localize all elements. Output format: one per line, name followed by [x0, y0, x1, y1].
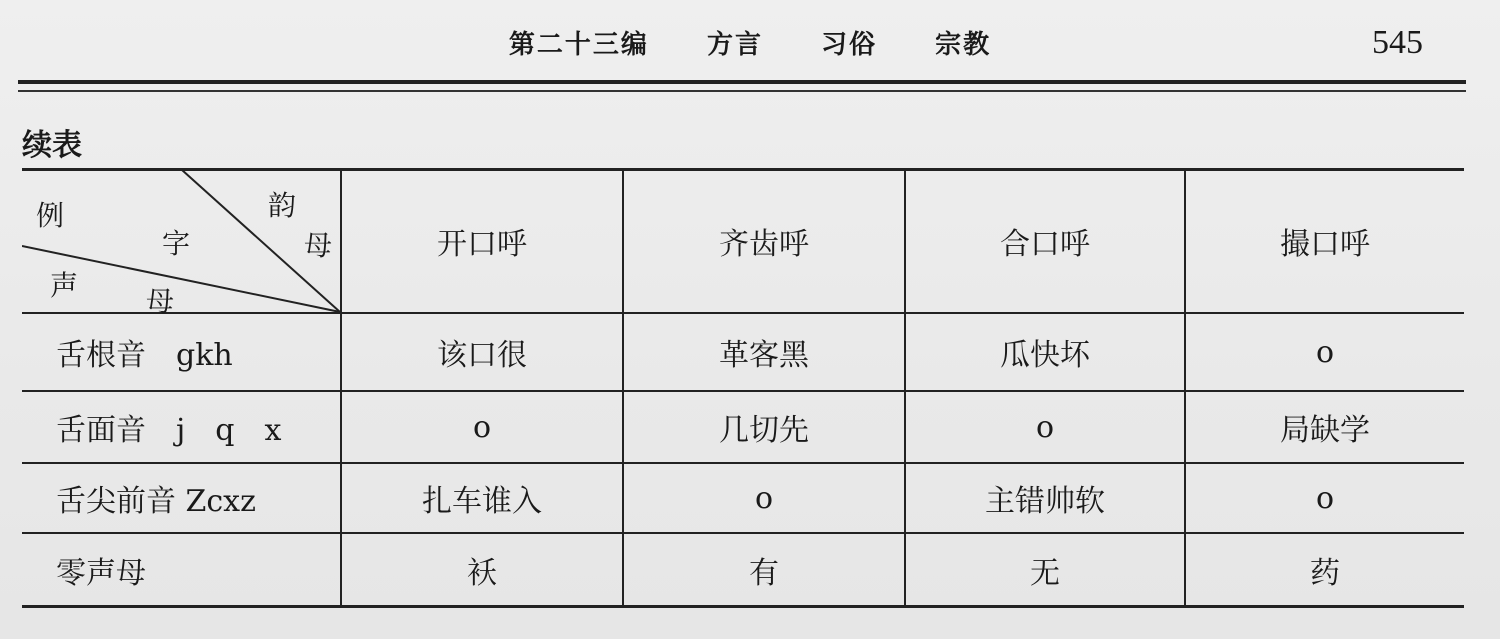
corner-label-character: 字 [162, 227, 191, 260]
phonology-table [22, 168, 1464, 608]
table-cell: 几切先 [719, 413, 809, 448]
corner-label-final-2: 母 [304, 229, 333, 262]
table-cell: 该口很 [437, 338, 527, 373]
table-cell: o [472, 409, 492, 445]
corner-label-initial: 声 [50, 269, 79, 302]
table-cell: o [1315, 480, 1335, 516]
column-header: 撮口呼 [1280, 227, 1370, 262]
table-cell: 扎车谁入 [422, 484, 542, 519]
header-rule-thin [18, 90, 1466, 92]
corner-label-final: 韵 [268, 189, 297, 222]
table-cell: o [1035, 409, 1055, 445]
table-caption: 续表 [22, 128, 82, 163]
page-number: 545 [1372, 24, 1423, 61]
table-cell: 无 [1030, 555, 1060, 591]
table-cell: 革客黑 [719, 338, 809, 373]
column-header: 开口呼 [437, 227, 527, 262]
table-cell: 主错帅软 [985, 484, 1105, 519]
table-bottom-rule [22, 605, 1464, 608]
header-rule-thick [18, 80, 1466, 84]
row-header: 舌尖前音 Zcxz [56, 484, 256, 519]
corner-label-initial-2: 母 [146, 285, 175, 318]
column-header: 齐齿呼 [719, 227, 809, 262]
running-head [0, 24, 1500, 64]
row-header: 舌根音 gkh [56, 338, 233, 373]
table-cell: 药 [1310, 555, 1340, 591]
table-cell: 有 [749, 555, 779, 591]
table-cell: o [754, 480, 774, 516]
corner-label-example: 例 [36, 199, 65, 232]
table-cell: o [1315, 334, 1335, 370]
table-cell: 瓜快坏 [1000, 338, 1090, 373]
column-header: 合口呼 [1000, 227, 1090, 262]
table-cell: 局缺学 [1280, 413, 1370, 448]
row-header: 零声母 [56, 555, 146, 591]
table-cell: 袄 [467, 555, 497, 591]
section-title: 第二十三编 方言 习俗 宗教 [508, 30, 992, 60]
row-header: 舌面音 j q x [56, 413, 282, 448]
